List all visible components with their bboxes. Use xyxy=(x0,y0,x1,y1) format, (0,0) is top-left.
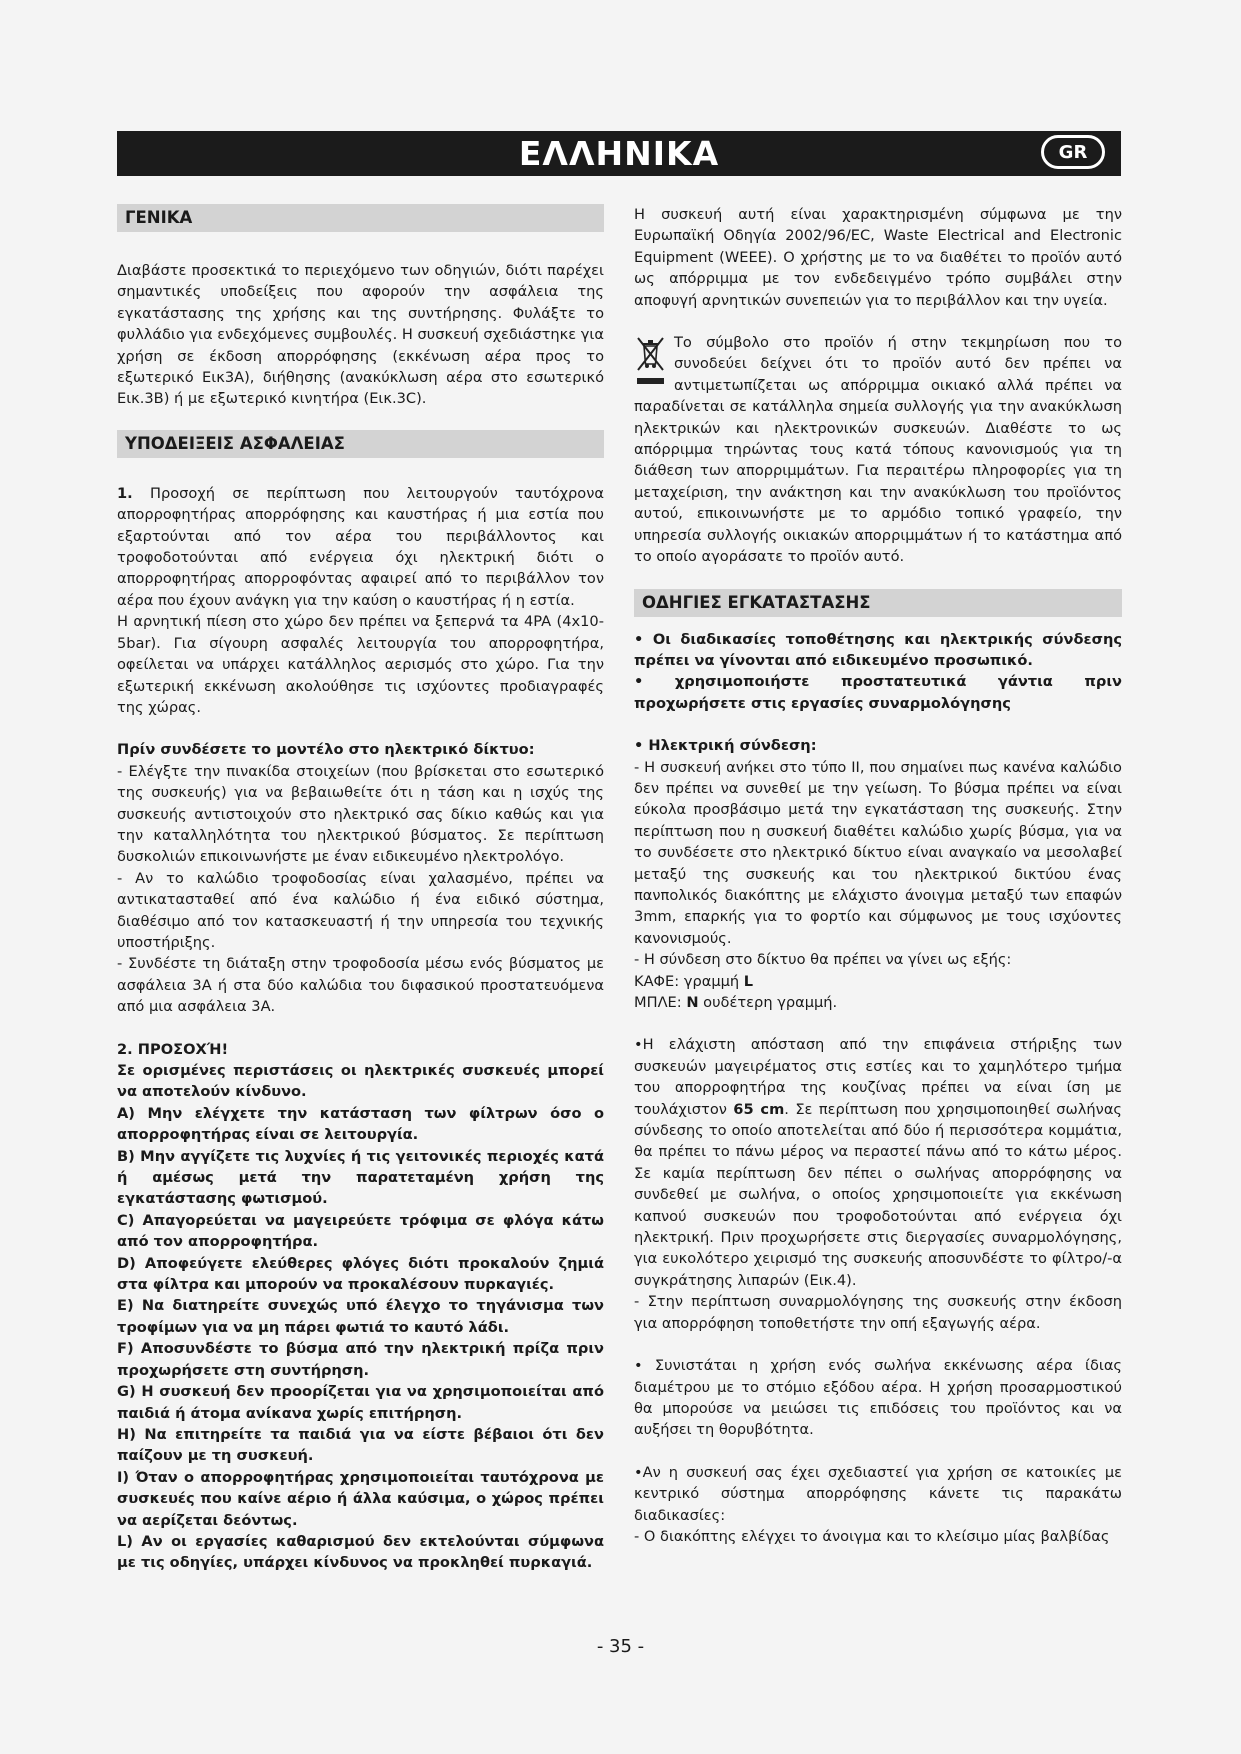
warning-item-d: D) Αποφεύγετε ελεύθερες φλόγες διότι προκαλούν ζημιά στα φίλτρα και μπορούν να προκαλέσουν πυρκαγιές. xyxy=(117,1254,604,1294)
blue-rest: ουδέτερη γραμμή. xyxy=(698,994,838,1011)
distance-value: 65 cm xyxy=(733,1100,785,1118)
safety-text-1: Προσοχή σε περίπτωση που λειτουργούν ταυτόχρονα απορροφητήρας απορρόφησης και καυστήρας ή μια εστία που εξαρτούνται από τον αέρα του περιβάλλοντος και τροφοδοτούνται από ενέργεια όχι ηλεκτρική διότι ο απορροφητήρας απορροφόντας αφαιρεί από το περιβάλλον τον αέρα που έχουν ανάγκη για την καύση ο καυστήρας ή η εστία. xyxy=(117,484,604,609)
electrical-text: - Η συσκευή ανήκει στο τύπο ΙΙ, που σημαίνει πως κανένα καλώδιο δεν πρέπει να συνεθεί με την γείωση. Το βύσμα πρέπει να είναι εύκολα προσβάσιμο μετά την εγκατάσταση της συσκευής. Στην περίπτωση που η συσκευή διαθέτει καλώδιο χωρίς βύσμα, για να το συνδέσετε στο ηλεκτρικό δίκτυο είναι αναγκαίο να μεσολαβεί μεταξύ της συσκευής και του ηλεκτρικού δικτύου ένας πανπολικός διακόπτης με ελάχιστο άνοιγμα μεταξύ των επαφών 3mm, επαρκής για το φορτίο και σύμφωνος με τους ισχύοντες κανονισμούς. xyxy=(634,758,1122,947)
page-number: - 35 - xyxy=(596,1636,645,1657)
warning-item-b: B) Μην αγγίζετε τις λυχνίες ή τις γειτονικές περιοχές κατά ή αμέσως μετά την παρατεταμένη χρήση της εγκατάστασης φωτισμού. xyxy=(117,1147,604,1208)
brown-label: ΚΑΦΕ: γραμμή xyxy=(634,972,744,990)
page-title: ΕΛΛΗΝΙΚΑ xyxy=(518,134,720,173)
electrical-heading: • Ηλεκτρική σύνδεση: xyxy=(634,737,817,755)
warning-item-l: L) Αν οι εργασίες καθαρισμού δεν εκτελούνται σύμφωνα με τις οδηγίες, υπάρχει κίνδυνος να προκληθεί πυρκαγιά. xyxy=(117,1532,604,1572)
section-heading-install: ΟΔΗΓΙΕΣ ΕΓΚΑΤΑΣΤΑΣΗΣ xyxy=(634,589,1122,617)
left-column xyxy=(117,204,604,1574)
crossed-bin-icon xyxy=(634,334,666,388)
assembly-note: - Στην περίπτωση συναρμολόγησης της συσκευής στην έκδοση για απορρόφηση τοποθετήστε την οπή εξαγωγής αέρα. xyxy=(634,1293,1122,1332)
warning-item-a: A) Μην ελέγχετε την κατάσταση των φίλτρων όσο ο απορροφητήρας είναι σε λειτουργία. xyxy=(117,1104,604,1144)
brown-code: L xyxy=(743,972,754,990)
weee-block xyxy=(634,332,1122,567)
install-bullet-2: • χρησιμοποιήστε προστατευτικά γάντια πριν προχωρήσετε στις εργασίες συναρμολόγησης xyxy=(634,673,1122,712)
switch-note: - Ο διακόπτης ελέγχει το άνοιγμα και το κλείσιμο μίας βαλβίδας xyxy=(634,1527,1110,1545)
blue-line xyxy=(634,992,1122,1013)
brown-line xyxy=(634,971,1122,992)
distance-paragraph xyxy=(634,1034,1122,1291)
before-connect-item-3: - Συνδέστε τη διάταξη στην τροφοδοσία μέσω ενός βύσματος με ασφάλεια 3Α ή στα δύο καλώδια του διφασικού προστατευόμενα από μια ασφάλεια 3Α. xyxy=(117,955,604,1016)
warning-heading: 2. ΠΡΟΣΟΧΉ! xyxy=(117,1040,229,1058)
install-bullet-1: • Οι διαδικασίες τοποθέτησης και ηλεκτρικής σύνδεσης πρέπει να γίνονται από ειδικευμένο προσωπικό. xyxy=(634,630,1122,669)
network-connection: - Η σύνδεση στο δίκτυο θα πρέπει να γίνει ως εξής: xyxy=(634,951,1012,969)
warning-item-i: I) Όταν ο απορροφητήρας χρησιμοποιείται ταυτόχρονα με συσκευές που καίνε αέριο ή άλλα καύσιμα, ο χώρος πρέπει να αερίζεται δεόντως. xyxy=(117,1468,604,1529)
warning-item-e: E) Να διατηρείτε συνεχώς υπό έλεγχο το τηγάνισμα των τροφίμων για να μη πάρει φωτιά το καυτό λάδι. xyxy=(117,1297,604,1336)
blue-label: ΜΠΛΕ: xyxy=(634,994,687,1011)
section-heading-general: ΓΕΝΙΚΑ xyxy=(117,204,604,232)
before-connect-item-1: - Ελέγξτε την πινακίδα στοιχείων (που βρίσκεται στο εσωτερικό της συσκευής) για να βεβαιωθείτε ότι η τάση και η ισχύς της συσκευής αντιστοιχούν στο ηλεκτρικό σας δίκιο καθώς και για την καταλληλότητα του ηλεκτρικού βύσματος. Σε περίπτωση δυσκολιών επικοινωνήστε με έναν ειδικευμένο ηλεκτρολόγο. xyxy=(117,762,604,866)
warning-item-c: C) Απαγορεύεται να μαγειρεύετε τρόφιμα σε φλόγα κάτω από τον απορροφητήρα. xyxy=(117,1211,604,1251)
safety-paragraph-2: Η αρνητική πίεση στο χώρο δεν πρέπει να ξεπερνά τα 4PA (4x10-5bar). Για σίγουρη ασφαλές λειτουργία του απορροφητήρα, οφείλεται να υπάρχει κατάλληλος αερισμός στο χώρο. Για την εξωτερική εκκένωση ακολούθησε τις ισχύοντες προδιαγραφές της χώρας. xyxy=(117,613,604,716)
distance-pre: •Η ελάχιστη απόσταση από την επιφάνεια στήριξης των συσκευών μαγειρέματος στις εστίες και το χαμηλότερο τμήμα του απορροφητήρα της κουζίνας πρέπει να είναι ίση με τουλάχιστον xyxy=(634,1036,1122,1118)
language-banner xyxy=(117,131,1121,176)
distance-post: . Σε περίπτωση που χρησιμοποιηθεί σωλήνας σύνδεσης το οποίο αποτελείται από δύο ή περισσότερα κομμάτια, θα πρέπει το πάνω μέρος να περαστεί πάνω από το κάτω μέρος. Σε καμία περίπτωση δεν πέπει ο σωλήνας απορρόφησης να συνδεθεί με σωλήνα, ο οποίος χρησιμοποιείτε για εκκένωση καπνού συσκευών που τροφοδοτούνται από ενέργεια όχι ηλεκτρική. Πριν προχωρήσετε στις διεργασίες συναρμολόγησης, για ευκολότερο χειρισμό της συσκευής αποσυνδέστε το φίλτρο/-α συγκράτησης λιπαρών (Εικ.4). xyxy=(634,1100,1123,1289)
before-connect-heading: Πρίν συνδέσετε το μοντέλο στο ηλεκτρικό δίκτυο: xyxy=(117,741,535,759)
before-connect-item-2: - Αν το καλώδιο τροφοδοσίας είναι χαλασμένο, πρέπει να αντικατασταθεί από ένα καλώδιο ή ένα ειδικό σύστημα, διαθέσιμο από τον κατασκευαστή ή την υπηρεσία του τεχνικής υποστήριξης. xyxy=(117,869,604,951)
warning-intro: Σε ορισμένες περιστάσεις οι ηλεκτρικές συσκευές μπορεί να αποτελούν κίνδυνο. xyxy=(117,1062,604,1101)
section-heading-safety: ΥΠΟΔΕΙΞΕΙΣ ΑΣΦΑΛΕΙΑΣ xyxy=(117,430,604,458)
warning-item-g: G) Η συσκευή δεν προορίζεται για να χρησιμοποιείται από παιδιά ή άτομα ανίκανα χωρίς επιτήρηση. xyxy=(117,1383,604,1422)
right-column xyxy=(634,204,1122,1547)
blue-code: N xyxy=(686,994,699,1011)
general-text: Διαβάστε προσεκτικά το περιεχόμενο των οδηγιών, διότι παρέχει σημαντικές υποδείξεις που αφορούν την ασφάλεια της εγκατάστασης της χρήσης και της συντήρησης. Φυλάξτε το φυλλάδιο για ενδεχόμενες συμβουλές. Η συσκευή σχεδιάστηκε για χρήση σε έκδοση απορρόφησης (εκκένωση αέρα προς το εξωτερικό Εικ3Α), διήθησης (ανακύκλωση αέρα στο εσωτερικό Εικ.3Β) ή με εξωτερικό κινητήρα (Εικ.3C). xyxy=(117,262,604,408)
safety-number-1: 1. xyxy=(117,484,133,502)
warning-item-h: H) Να επιτηρείτε τα παιδιά για να είστε βέβαιοι ότι δεν παίζουν με τη συσκευή. xyxy=(117,1425,604,1465)
country-badge: GR xyxy=(1041,135,1105,169)
safety-paragraph-1 xyxy=(117,483,604,611)
pipe-note: • Συνιστάται η χρήση ενός σωλήνα εκκένωσης αέρα ίδιας διαμέτρου με το στόμιο εξόδου αέρα. Η χρήση προσαρμοστικού θα μπορούσε να μειώσει τις επιδόσεις του προϊόντος και να αυξήσει τη θορυβότητα. xyxy=(634,1357,1122,1439)
weee-intro: Η συσκευή αυτή είναι χαρακτηρισμένη σύμφωνα με την Ευρωπαϊκή Οδηγία 2002/96/EC, Waste Electrical and Electronic Equipment (WEEE). Ο χρήστης με το να διαθέτει το προϊόν αυτό ως απόρριμμα με τον ενδεδειγμένο τρόπο συμβάλει στην αποφυγή αρνητικών συνεπειών για το περιβάλλον και την υγεία. xyxy=(634,206,1122,309)
weee-symbol-text: Το σύμβολο στο προϊόν ή στην τεκμηρίωση που το συνοδεύει δείχνει ότι το προϊόν αυτό δεν πρέπει να αντιμετωπίζεται ως απόρριμμα οικιακό αλλά πρέπει να παραδίνεται σε κατάλληλα σημεία συλλογής για την ανακύκλωση ηλεκτρικών και ηλεκτρονικών συσκευών. Διαθέστε το ως απόρριμμα τηρώντας τους κατά τόπους κανονισμούς για τη διάθεση των απορριμμάτων. Για περαιτέρω πληροφορίες για τη μεταχείριση, την ανάκτηση και την ανακύκλωση του προϊόντος αυτού, επικοινωνήστε με το αρμόδιο τοπικό γραφείο, την υπηρεσία συλλογής οικιακών απορριμμάτων ή το κατάστημα από το οποίο αγοράσατε το προϊόν αυτό. xyxy=(634,334,1122,566)
central-system-note: •Αν η συσκευή σας έχει σχεδιαστεί για χρήση σε κατοικίες με κεντρικό σύστημα απορρόφησης κάνετε τις παρακάτω διαδικασίες: xyxy=(634,1463,1122,1524)
warning-item-f: F) Αποσυνδέστε το βύσμα από την ηλεκτρική πρίζα πριν προχωρήσετε στη συντήρηση. xyxy=(117,1340,604,1379)
